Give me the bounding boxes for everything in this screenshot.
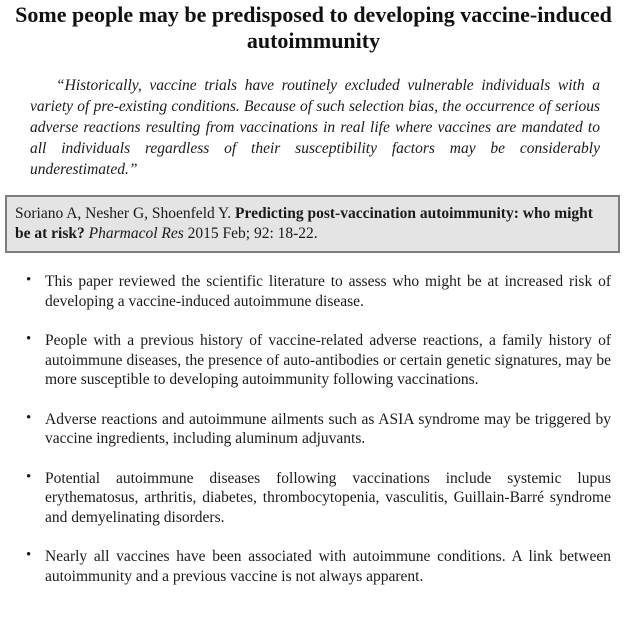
bullet-icon: • <box>26 272 32 288</box>
bullet-text: Potential autoimmune diseases following vaccinations include systemic lupus erythematosus, arthritis, diabetes, thrombocytopenia, vasculitis, Guillain-Barré syndrome and demyelinating disorders. <box>45 469 611 526</box>
bullet-icon: • <box>26 547 32 563</box>
bullet-text: This paper reviewed the scientific literature to assess who might be at increased risk of developing a vaccine-induced autoimmune disease. <box>45 273 611 310</box>
bullet-text: People with a previous history of vaccine-related adverse reactions, a family history of autoimmune diseases, the presence of auto-antibodies or certain genetic signatures, may be more susceptible to developing autoimmunity following vaccinations. <box>45 332 611 388</box>
citation-details: 2015 Feb; 92: 18-22. <box>183 225 318 242</box>
bullet-icon: • <box>26 331 32 347</box>
citation-box <box>5 195 620 253</box>
bullet-icon: • <box>26 468 32 485</box>
page-title: Some people may be predisposed to developing vaccine-induced autoimmunity <box>15 2 612 53</box>
bullet-text: Nearly all vaccines have been associated with autoimmune conditions. A link between autoimmunity and a previous vaccine is not always apparent. <box>45 548 611 585</box>
citation-authors: Soriano A, Nesher G, Shoenfeld Y. <box>15 205 235 222</box>
bullet-item <box>26 409 611 449</box>
citation-paper-title: Predicting post-vaccination autoimmunity: who might be at risk? <box>15 205 593 242</box>
bullet-text: Adverse reactions and autoimmune ailments such as ASIA syndrome may be triggered by vaccine ingredients, including aluminum adjuvants. <box>45 410 611 447</box>
bullet-item <box>26 468 611 528</box>
bullet-icon: • <box>26 409 32 426</box>
bullet-item <box>26 547 611 586</box>
citation-journal: Pharmacol Res <box>88 225 184 242</box>
quote-paragraph: “Historically, vaccine trials have routinely excluded vulnerable individuals with a variety of pre-existing conditions. Because of such selection bias, the occurrence of serious adverse reactions resulting from vaccinations in real life where vaccines are mandated to all individuals regardless of their susceptibility factors may be considerably underestimated.” <box>30 77 600 178</box>
bullet-list <box>0 272 627 586</box>
bullet-item <box>26 331 611 390</box>
bullet-item <box>26 272 611 311</box>
